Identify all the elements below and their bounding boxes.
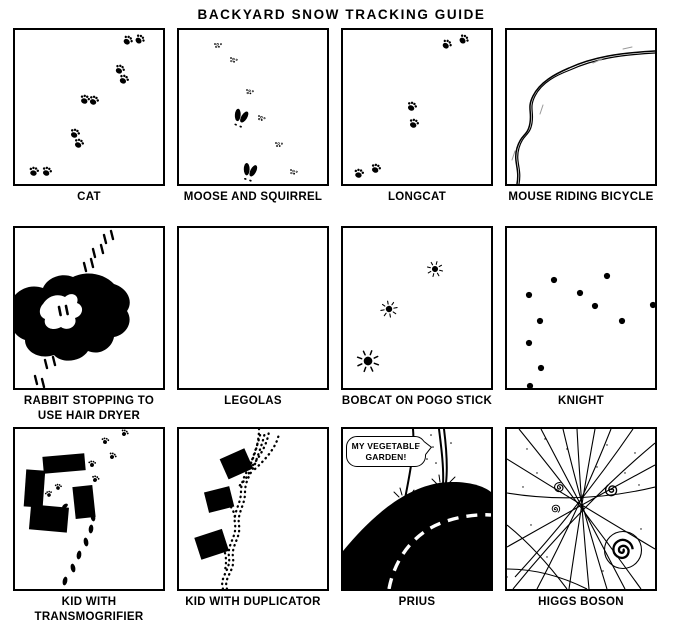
panel-mouse-riding-bicycle: [505, 28, 657, 204]
panel-rabbit-hair-dryer: [13, 226, 165, 423]
panel-kid-transmogrifier: [13, 427, 165, 624]
empty-snow-drawing: [179, 228, 327, 388]
panel-caption-prius: PRIUS: [398, 596, 436, 609]
higgs-boson-tracks-drawing: [507, 429, 655, 589]
rabbit-melted-snow-drawing: [15, 228, 163, 388]
panel-caption-bobcat-pogo: BOBCAT ON POGO STICK: [341, 395, 493, 408]
panel-caption-moose-and-squirrel: MOOSE AND SQUIRREL: [183, 191, 323, 203]
panel-higgs-boson: [505, 427, 657, 624]
panel-caption-mouse-riding-bicycle: MOUSE RIDING BICYCLE: [508, 191, 654, 203]
panel-caption-cat: CAT: [77, 191, 101, 203]
cat-tracks-drawing: [15, 30, 163, 184]
moose-squirrel-tracks-drawing: [179, 30, 327, 184]
panel-caption-kid-duplicator: KID WITH DUPLICATOR: [185, 596, 321, 609]
panel-caption-kid-transmogrifier: KID WITH TRANSMOGRIFIER: [34, 596, 144, 623]
panel-grid: [0, 28, 683, 624]
pogo-splash-drawing: [343, 228, 491, 388]
panel-caption-knight: KNIGHT: [558, 395, 604, 408]
panel-caption-rabbit-hair-dryer: RABBIT STOPPING TO USE HAIR DRYER: [23, 395, 155, 422]
speech-bubble: MY VEGETABLE GARDEN!: [346, 436, 426, 467]
bicycle-track-drawing: [507, 30, 655, 184]
page-title: BACKYARD SNOW TRACKING GUIDE: [197, 7, 486, 22]
knight-hoof-dots-drawing: [507, 228, 655, 388]
panel-longcat: [341, 28, 493, 204]
panel-caption-longcat: LONGCAT: [387, 191, 447, 203]
panel-legolas: [177, 226, 329, 423]
panel-cat: [13, 28, 165, 204]
panel-moose-and-squirrel: [177, 28, 329, 204]
duplicator-boxes-drawing: [179, 429, 327, 589]
panel-caption-higgs-boson: HIGGS BOSON: [538, 596, 624, 609]
panel-prius: [341, 427, 493, 624]
transmogrifier-box-drawing: [15, 429, 163, 589]
panel-caption-legolas: LEGOLAS: [224, 395, 282, 408]
panel-kid-duplicator: [177, 427, 329, 624]
panel-knight: [505, 226, 657, 423]
longcat-tracks-drawing: [343, 30, 491, 184]
panel-bobcat-pogo: [341, 226, 493, 423]
